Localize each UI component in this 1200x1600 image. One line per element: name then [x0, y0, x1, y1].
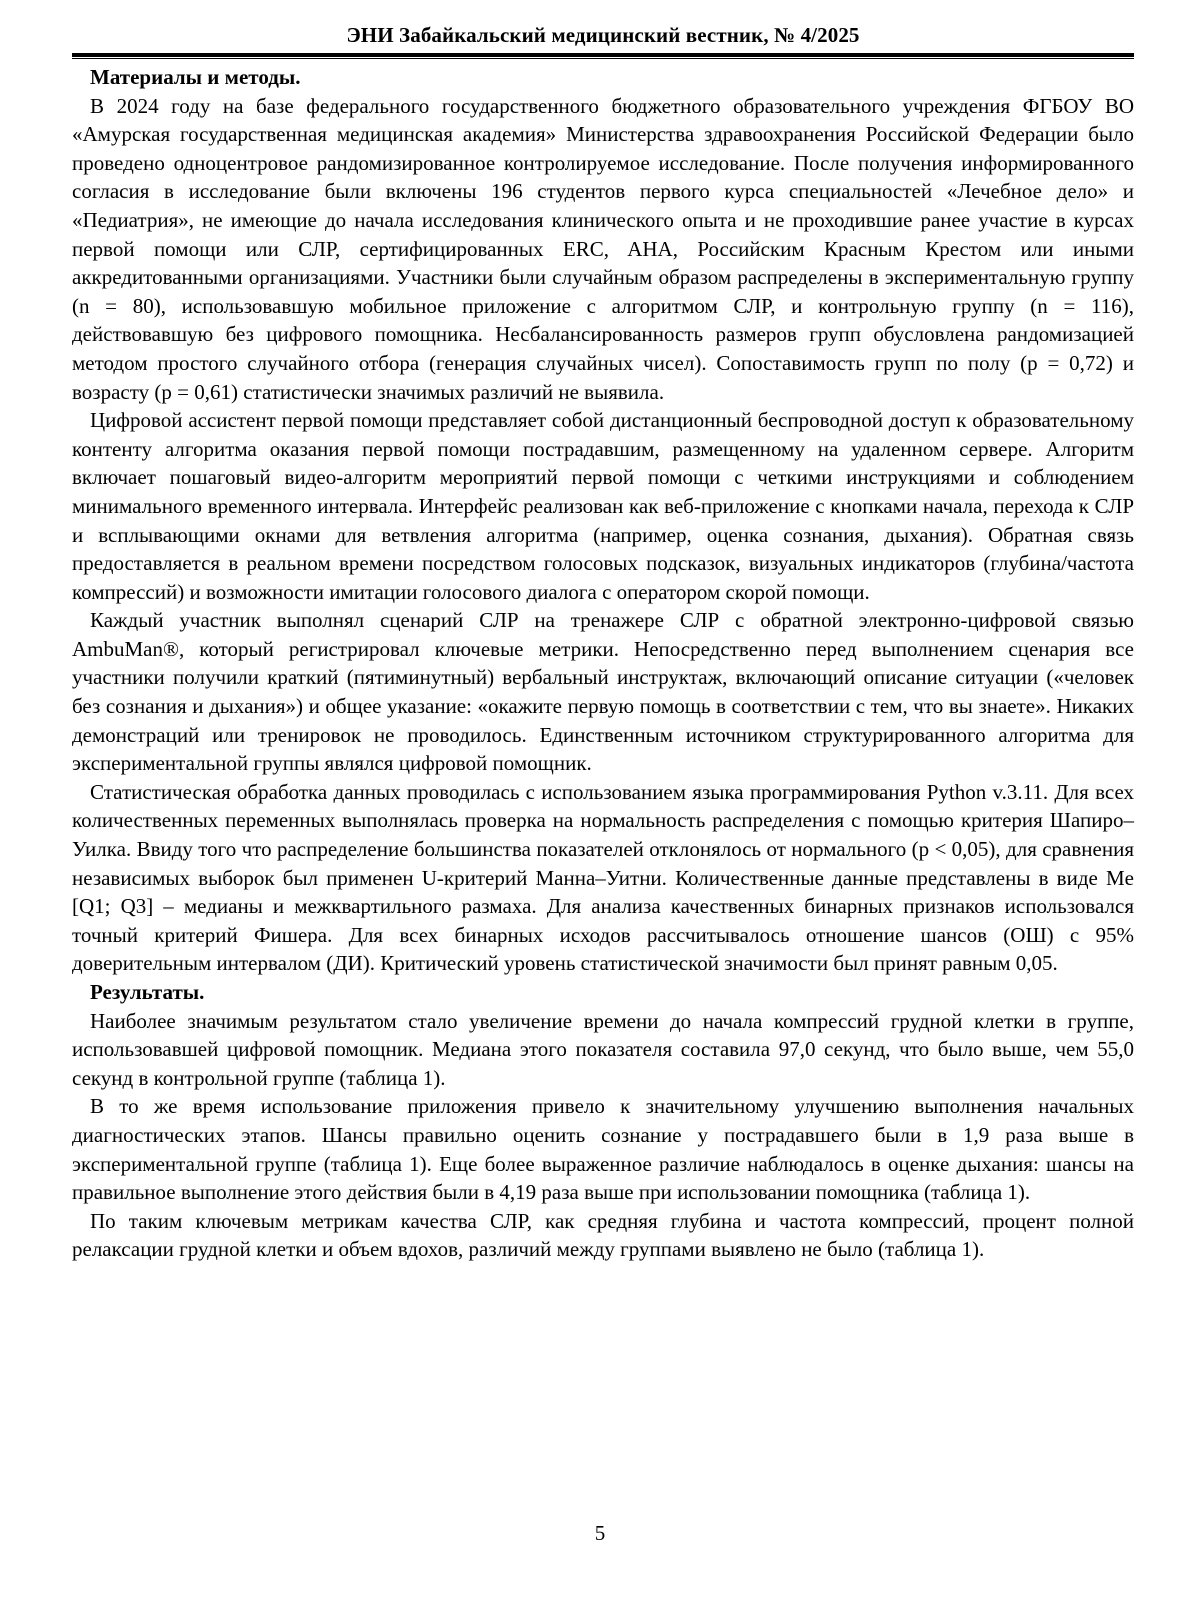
paragraph: Наиболее значимым результатом стало увеличение времени до начала компрессий грудной клетки в группе, использовавшей цифровой помощник. Медиана этого показателя составила 97,0 секунд, что было выше, чем 55,0 секунд в контрольной группе (таблица 1).: [72, 1008, 1134, 1090]
page: [72, 22, 1134, 1264]
paragraph: Цифровой ассистент первой помощи представляет собой дистанционный беспроводной доступ к образовательному контенту алгоритма оказания первой помощи пострадавшим, размещенному на удаленном сервере. Алгоритм включает пошаговый видео-алгоритм мероприятий первой помощи с четкими инструкциями и соблюдением минимального временного интервала. Интерфейс реализован как веб-приложение с кнопками начала, перехода к СЛР и всплывающими окнами для ветвления алгоритма (например, оценка сознания, дыхания). Обратная связь предоставляется в реальном времени посредством голосовых подсказок, визуальных индикаторов (глубина/частота компрессий) и возможности имитации голосового диалога с оператором скорой помощи.: [72, 408, 1134, 604]
header-rule: [72, 53, 1134, 59]
section-heading-results: Результаты.: [90, 980, 205, 1004]
paragraph: Каждый участник выполнял сценарий СЛР на тренажере СЛР с обратной электронно-цифровой связью AmbuMan®, который регистрировал ключевые метрики. Непосредственно перед выполнением сценария все участники получили краткий (пятиминутный) вербальный инструктаж, включающий описание ситуации («человек без сознания и дыхания») и общее указание: «окажите первую помощь в соответствии с тем, что вы знаете». Никаких демонстраций или тренировок не проводилось. Единственным источником структурированного алгоритма для экспериментальной группы являлся цифровой помощник.: [72, 608, 1134, 776]
paragraph: Статистическая обработка данных проводилась с использованием языка программирования Python v.3.11. Для всех количественных переменных выполнялась проверка на нормальность распределения с помощью критерия Шапиро–Уилка. Ввиду того что распределение большинства показателей отклонялось от нормального (p < 0,05), для сравнения независимых выборок был применен U-критерий Манна–Уитни. Количественные данные представлены в виде Me [Q1; Q3] – медианы и межквартильного размаха. Для анализа качественных бинарных признаков использовался точный критерий Фишера. Для всех бинарных исходов рассчитывалось отношение шансов (ОШ) с 95% доверительным интервалом (ДИ). Критический уровень статистической значимости был принят равным 0,05.: [72, 779, 1134, 976]
running-header: ЭНИ Забайкальский медицинский вестник, № 4/2025: [346, 23, 860, 47]
article-body: [72, 63, 1134, 1264]
page-number: 5: [594, 1521, 606, 1545]
paragraph: В то же время использование приложения привело к значительному улучшению выполнения начальных диагностических этапов. Шансы правильно оценить сознание у пострадавшего были в 1,9 раза выше в экспериментальной группе (таблица 1). Еще более выраженное различие наблюдалось в оценке дыхания: шансы на правильное выполнение этого действия были в 4,19 раза выше при использовании помощника (таблица 1).: [72, 1094, 1134, 1205]
paragraph: В 2024 году на базе федерального государственного бюджетного образовательного учреждения ФГБОУ ВО «Амурская государственная медицинская академия» Министерства здравоохранения Российской Федерации было проведено одноцентровое рандомизированное контролируемое исследование. После получения информированного согласия в исследование были включены 196 студентов первого курса специальностей «Лечебное дело» и «Педиатрия», не имеющие до начала исследования клинического опыта и не проходившие ранее участие в курсах первой помощи или СЛР, сертифицированных ERC, AHA, Российским Красным Крестом или иными аккредитованными организациями. Участники были случайным образом распределены в экспериментальную группу (n = 80), использовавшую мобильное приложение с алгоритмом СЛР, и контрольную группу (n = 116), действовавшую без цифрового помощника. Несбалансированность размеров групп обусловлена рандомизацией методом простого случайного отбора (генерация случайных чисел). Сопоставимость групп по полу (p = 0,72) и возрасту (p = 0,61) статистически значимых различий не выявила.: [72, 93, 1134, 404]
section-heading-methods: Материалы и методы.: [90, 65, 301, 89]
paragraph: По таким ключевым метрикам качества СЛР, как средняя глубина и частота компрессий, процент полной релаксации грудной клетки и объем вдохов, различий между группами выявлено не было (таблица 1).: [72, 1208, 1134, 1262]
